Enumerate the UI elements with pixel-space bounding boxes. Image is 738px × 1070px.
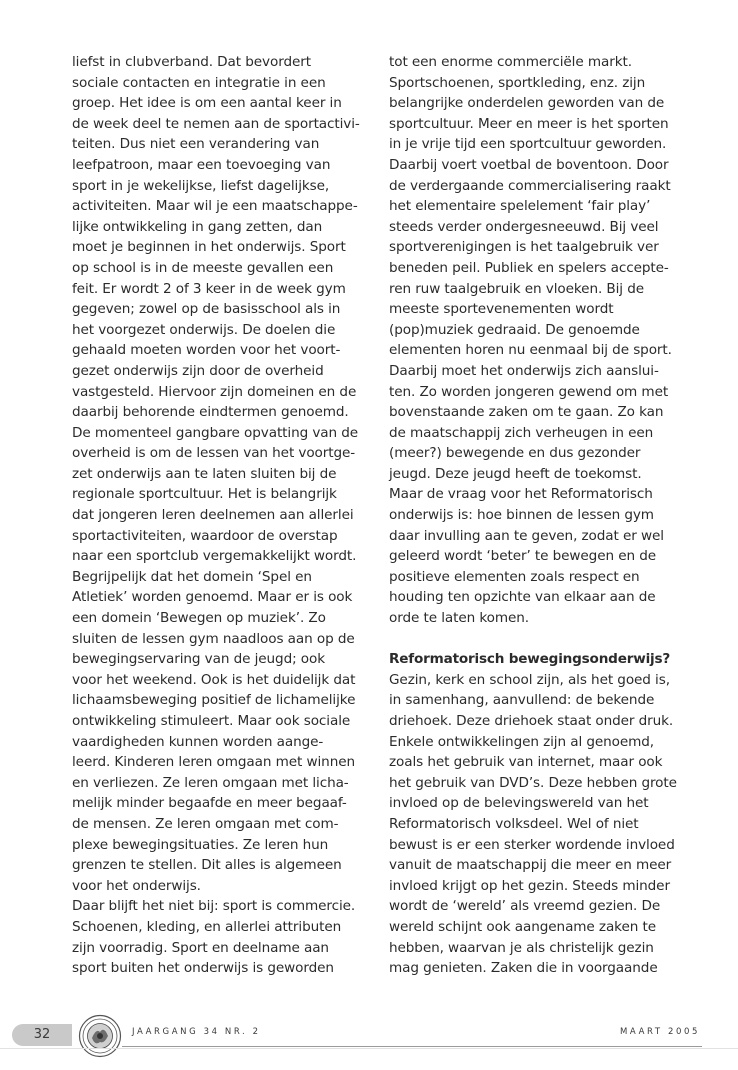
- text-line: de mensen. Ze leren omgaan met com-: [72, 815, 339, 832]
- text-line: daarbij behorende eindtermen genoemd.: [72, 404, 349, 421]
- text-line: ten. Zo worden jongeren gewend om met: [389, 383, 669, 400]
- right-column-bottom-text: [389, 670, 709, 979]
- text-line: sport buiten het onderwijs is geworden: [72, 960, 334, 977]
- text-line: hebben, waarvan je als christelijk gezin: [389, 939, 654, 956]
- text-line: gegeven; zowel op de basisschool als in: [72, 301, 341, 318]
- journal-emblem-icon: [78, 1014, 122, 1058]
- text-line: (meer?) bewegende en dus gezonder: [389, 445, 641, 462]
- text-line: Daarbij voert voetbal de boventoon. Door: [389, 156, 669, 173]
- left-column: [72, 52, 372, 979]
- text-line: melijk minder begaafde en meer begaaf-: [72, 795, 347, 812]
- text-line: de week deel te nemen aan de sportactivi-: [72, 115, 360, 132]
- text-line: voor het onderwijs.: [72, 877, 201, 894]
- text-line: feit. Er wordt 2 of 3 keer in de week gym: [72, 280, 346, 297]
- text-line: vastgesteld. Hiervoor zijn domeinen en de: [72, 383, 357, 400]
- text-line: Maar de vraag voor het Reformatorisch: [389, 486, 653, 503]
- text-line: sportverenigingen is het taalgebruik ver: [389, 239, 659, 256]
- journal-issue: JAARGANG 34 NR. 2: [132, 1027, 261, 1037]
- text-line: Reformatorisch volksdeel. Wel of niet: [389, 815, 639, 832]
- text-line: de verdergaande commercialisering raakt: [389, 177, 671, 194]
- text-line: mag genieten. Zaken die in voorgaande: [389, 960, 658, 977]
- text-line: elementen horen nu eenmaal bij de sport.: [389, 342, 672, 359]
- text-line: gezet onderwijs zijn door de overheid: [72, 362, 324, 379]
- right-column-top-text: [389, 52, 709, 629]
- text-line: activiteiten. Maar wil je een maatschappe-: [72, 198, 358, 215]
- text-line: steeds verder ondergesneeuwd. Bij veel: [389, 218, 659, 235]
- page-number: 32: [12, 1024, 72, 1046]
- text-line: invloed krijgt op het gezin. Steeds minder: [389, 877, 670, 894]
- text-line: een domein ‘Bewegen op muziek’. Zo: [72, 610, 326, 627]
- text-line: geleerd wordt ‘beter’ te bewegen en de: [389, 548, 657, 565]
- text-line: onderwijs is: hoe binnen de lessen gym: [389, 507, 654, 524]
- text-line: positieve elementen zoals respect en: [389, 568, 640, 585]
- text-line: sport in je wekelijkse, liefst dagelijkse,: [72, 177, 330, 194]
- text-line: het elementaire spelelement ‘fair play’: [389, 198, 651, 215]
- text-line: groep. Het idee is om een aantal keer in: [72, 95, 342, 112]
- text-line: overheid is om de lessen van het voortge-: [72, 445, 356, 462]
- text-line: regionale sportcultuur. Het is belangrijk: [72, 486, 337, 503]
- text-line: sociale contacten en integratie in een: [72, 74, 326, 91]
- text-line: orde te laten komen.: [389, 610, 529, 627]
- text-line: bewust is er een sterker wordende invloed: [389, 836, 675, 853]
- text-line: (pop)muziek gedraaid. De genoemde: [389, 321, 640, 338]
- text-line: houding ten opzichte van elkaar aan de: [389, 589, 656, 606]
- text-line: voor het weekend. Ook is het duidelijk dat: [72, 671, 356, 688]
- text-line: vaardigheden kunnen worden aange-: [72, 733, 324, 750]
- text-line: Begrijpelijk dat het domein ‘Spel en: [72, 568, 312, 585]
- text-line: wordt de ‘wereld’ als vreemd gezien. De: [389, 898, 661, 915]
- text-line: Daarbij moet het onderwijs zich aanslui-: [389, 362, 659, 379]
- text-line: zijn voorradig. Sport en deelname aan: [72, 939, 329, 956]
- page-bottom-edge: [0, 1048, 738, 1049]
- text-line: vanuit de maatschappij die meer en meer: [389, 857, 672, 874]
- text-line: De momenteel gangbare opvatting van de: [72, 424, 359, 441]
- text-line: moet je beginnen in het onderwijs. Sport: [72, 239, 346, 256]
- text-line: gehaald moeten worden voor het voort-: [72, 342, 341, 359]
- footer-rule: [122, 1046, 702, 1047]
- text-line: zoals het gebruik van internet, maar ook: [389, 754, 663, 771]
- text-line: en verliezen. Ze leren omgaan met licha-: [72, 774, 349, 791]
- text-line: bewegingservaring van de jeugd; ook: [72, 651, 326, 668]
- text-line: ontwikkeling stimuleert. Maar ook sociale: [72, 713, 351, 729]
- text-line: Sportschoenen, sportkleding, enz. zijn: [389, 74, 646, 91]
- text-line: wereld schijnt ook aangename zaken te: [389, 918, 656, 935]
- text-line: sluiten de lessen gym naadloos aan op de: [72, 630, 355, 647]
- section-heading: Reformatorisch bewegingsonderwijs?: [389, 651, 671, 668]
- text-line: Atletiek’ worden genoemd. Maar er is ook: [72, 589, 353, 606]
- text-line: sportcultuur. Meer en meer is het sporten: [389, 115, 669, 132]
- text-line: sportactiviteiten, waardoor de overstap: [72, 527, 338, 544]
- text-line: beneden peil. Publiek en spelers accepte-: [389, 259, 669, 276]
- text-line: driehoek. Deze driehoek staat onder druk.: [389, 713, 674, 729]
- text-line: daar invulling aan te geven, zodat er wel: [389, 527, 664, 544]
- text-line: het voorgezet onderwijs. De doelen die: [72, 321, 336, 338]
- text-line: Enkele ontwikkelingen zijn al genoemd,: [389, 733, 655, 750]
- text-line: tot een enorme commerciële markt.: [389, 54, 632, 70]
- issue-date: MAART 2005: [619, 1027, 700, 1037]
- text-line: belangrijke onderdelen geworden van de: [389, 95, 665, 112]
- text-line: dat jongeren leren deelnemen aan allerlei: [72, 507, 354, 524]
- text-line: teiten. Dus niet een verandering van: [72, 136, 320, 153]
- text-line: zet onderwijs aan te laten sluiten bij de: [72, 465, 337, 482]
- text-line: ren ruw taalgebruik en vloeken. Bij de: [389, 280, 644, 297]
- text-line: het gebruik van DVD’s. Deze hebben grote: [389, 774, 677, 791]
- text-line: Gezin, kerk en school zijn, als het goed is,: [389, 671, 670, 688]
- text-line: grenzen te stellen. Dit alles is algemeen: [72, 857, 342, 874]
- text-line: in samenhang, aanvullend: de bekende: [389, 692, 655, 709]
- text-line: in je vrije tijd een sportcultuur geworden.: [389, 136, 667, 153]
- text-line: liefst in clubverband. Dat bevordert: [72, 54, 311, 70]
- paragraph-gap: [389, 629, 709, 650]
- text-line: jeugd. Deze jeugd heeft de toekomst.: [389, 465, 642, 482]
- text-line: de maatschappij zich verheugen in een: [389, 424, 654, 441]
- page-footer: [0, 1010, 738, 1070]
- text-line: meeste sportevenementen wordt: [389, 301, 614, 318]
- text-line: lichaamsbeweging positief de lichamelijke: [72, 692, 356, 709]
- text-line: leerd. Kinderen leren omgaan met winnen: [72, 754, 355, 771]
- text-line: bovenstaande zaken om te gaan. Zo kan: [389, 404, 664, 421]
- text-line: invloed op de belevingswereld van het: [389, 795, 649, 812]
- text-line: plexe bewegingsituaties. Ze leren hun: [72, 836, 329, 853]
- right-column: [389, 52, 709, 979]
- text-line: lijke ontwikkeling in gang zetten, dan: [72, 218, 323, 235]
- text-line: naar een sportclub vergemakkelijkt wordt.: [72, 548, 357, 565]
- text-line: leefpatroon, maar een toevoeging van: [72, 156, 331, 173]
- text-line: Schoenen, kleding, en allerlei attributen: [72, 918, 342, 935]
- text-line: op school is in de meeste gevallen een: [72, 259, 334, 276]
- text-line: Daar blijft het niet bij: sport is commercie.: [72, 898, 356, 915]
